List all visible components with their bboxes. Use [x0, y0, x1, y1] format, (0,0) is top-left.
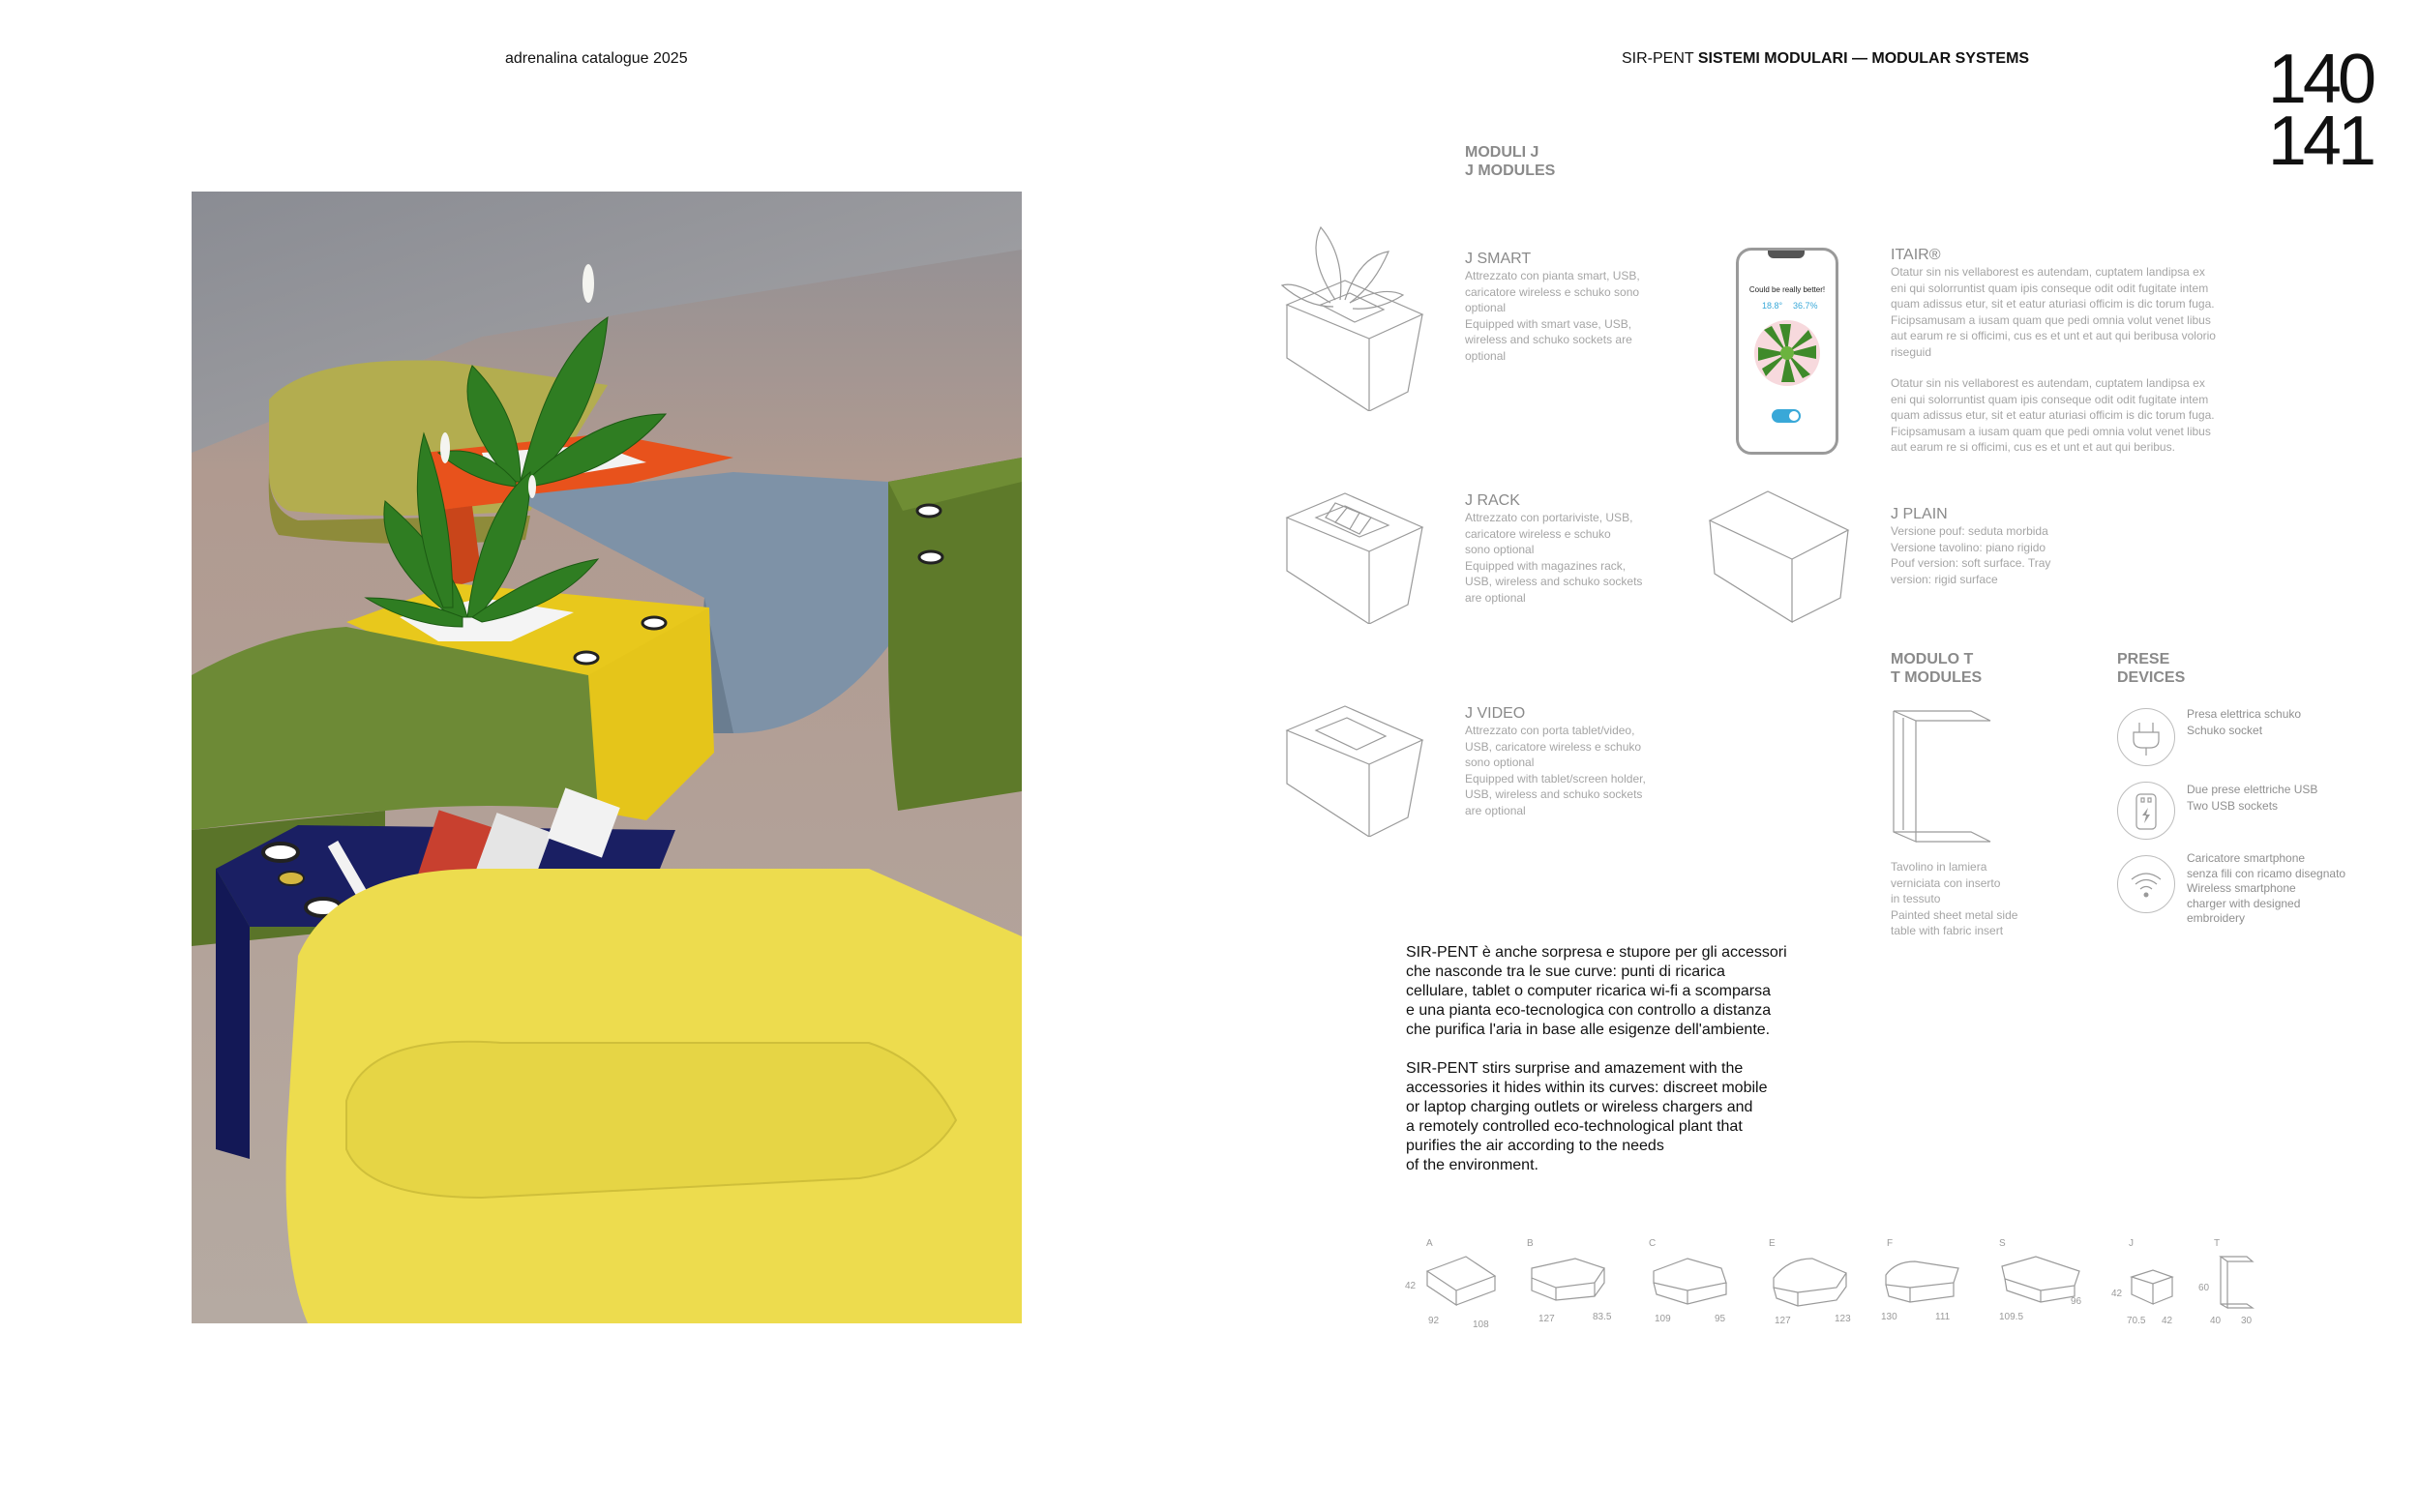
section-header-bold: SISTEMI MODULARI — MODULAR SYSTEMS — [1697, 50, 2030, 67]
dimension-item-c — [1643, 1238, 1749, 1335]
itair-para1-line: riseguid — [1891, 344, 1932, 359]
section-title-it: MODULI J — [1465, 144, 1539, 161]
body-en-line: accessories it hides within its curves: discreet mobile — [1406, 1080, 1768, 1096]
itair-para2-line: Ficipsamusam a iusam quam que pedi omnia volut venet libus — [1891, 424, 2211, 438]
dimension-item-a — [1403, 1238, 1509, 1335]
j-video-line: USB, wireless and schuko sockets — [1465, 787, 1643, 801]
itair-para2-line: quam adissus etur, sit et eatur aturiasi officim is dic torum fuga. — [1891, 408, 2215, 422]
modulo-t-title-it: MODULO T — [1891, 651, 1974, 667]
dim-value: 70.5 — [2127, 1316, 2146, 1326]
j-plain-title: J PLAIN — [1891, 506, 1948, 522]
page-number-right: 141 — [2267, 103, 2373, 180]
prese-item-usb — [2187, 782, 2317, 814]
j-plain-line: Versione pouf: seduta morbida — [1891, 524, 2048, 538]
dimension-item-f — [1881, 1238, 1987, 1335]
dim-shape — [1881, 1254, 1968, 1312]
j-plain-block — [1891, 505, 2050, 587]
prese-line: senza fili con ricamo disegnato — [2187, 866, 2346, 880]
itair-block — [1891, 246, 2216, 456]
prese-title-it: PRESE — [2117, 651, 2170, 667]
j-smart-line: Equipped with smart vase, USB, — [1465, 316, 1632, 331]
prese-title-en: DEVICES — [2117, 669, 2186, 686]
dim-letter: F — [1887, 1238, 1894, 1249]
modulo-t-drawing — [1889, 706, 1995, 856]
body-it-line: e una pianta eco-tecnologica con controllo a distanza — [1406, 1002, 1772, 1019]
dim-letter: B — [1527, 1238, 1534, 1249]
itair-para1-line: Otatur sin nis vellaborest es autendam, cuptatem landipsa ex — [1891, 265, 2205, 279]
prese-line: Two USB sockets — [2187, 798, 2279, 813]
dimension-item-b — [1521, 1238, 1628, 1335]
body-en-line: a remotely controlled eco-technological plant that — [1406, 1118, 1743, 1135]
dim-value: 42 — [2162, 1316, 2173, 1326]
prese-line: Schuko socket — [2187, 723, 2263, 737]
usb-icon — [2117, 782, 2175, 840]
dim-value: 42 — [2111, 1289, 2123, 1299]
page-numbers — [2218, 41, 2373, 180]
j-rack-drawing — [1277, 489, 1432, 629]
itair-para1-line: aut earum re si officimi, cus es et unt et aut qui beribusa volorio — [1891, 329, 2216, 342]
dim-shape — [1769, 1254, 1856, 1312]
dim-value: 96 — [2071, 1296, 2082, 1307]
dim-value: 40 — [2210, 1316, 2222, 1326]
j-video-line: sono optional — [1465, 756, 1535, 769]
dimension-item-t — [2195, 1238, 2282, 1335]
j-plain-drawing — [1705, 487, 1860, 632]
j-video-line: Equipped with tablet/screen holder, — [1465, 771, 1646, 786]
page-number-left: 140 — [2267, 41, 2373, 118]
section-header — [1622, 50, 2029, 68]
j-rack-block — [1465, 491, 1642, 606]
catalogue-title: adrenalina catalogue 2025 — [505, 50, 688, 67]
body-it-line: cellulare, tablet o computer ricarica wi-fi a scomparsa — [1406, 983, 1772, 999]
body-it-line: che purifica l'aria in base alle esigenze dell'ambiente. — [1406, 1022, 1771, 1038]
itair-para2-line: aut earum re si officimi, cus es et unt et aut qui beribus. — [1891, 440, 2175, 454]
body-it-line: SIR-PENT è anche sorpresa e stupore per gli accessori — [1406, 944, 1787, 961]
j-smart-line: Attrezzato con pianta smart, USB, — [1465, 269, 1640, 282]
dim-letter: C — [1649, 1238, 1657, 1249]
section-title-en: J MODULES — [1465, 163, 1556, 179]
modulo-t-title — [1891, 650, 1982, 687]
phone-notch — [1768, 251, 1805, 258]
body-it-line: che nasconde tra le sue curve: punti di ricarica — [1406, 964, 1725, 980]
dim-shape — [1649, 1254, 1736, 1312]
dim-value: 109 — [1655, 1314, 1671, 1324]
itair-title: ITAIR® — [1891, 247, 1941, 263]
prese-line: Wireless smartphone — [2187, 881, 2296, 895]
section-title — [1465, 143, 1555, 180]
dim-shape — [2218, 1254, 2256, 1312]
dim-letter: A — [1426, 1238, 1433, 1249]
prese-line: Caricatore smartphone — [2187, 851, 2306, 865]
modulo-t-line: Painted sheet metal side — [1891, 907, 2018, 922]
dim-value: 109.5 — [1999, 1312, 2024, 1322]
dim-value: 42 — [1405, 1281, 1417, 1291]
section-header-prefix: SIR-PENT — [1622, 50, 1694, 67]
phone-value-1: 18.8° — [1762, 301, 1783, 311]
itair-para1-line: Ficipsamusam a iusam quam que pedi omnia volut venet libus — [1891, 312, 2211, 327]
modulo-t-line: verniciata con inserto — [1891, 875, 2001, 890]
prese-title — [2117, 650, 2185, 687]
j-video-line: are optional — [1465, 803, 1526, 817]
prese-line: embroidery — [2187, 911, 2246, 925]
dim-value: 127 — [1538, 1314, 1555, 1324]
j-smart-drawing — [1277, 218, 1432, 416]
dim-value: 30 — [2241, 1316, 2253, 1326]
modulo-t-line: Tavolino in lamiera — [1891, 860, 1987, 874]
j-rack-line: sono optional — [1465, 543, 1535, 556]
dimension-item-j — [2109, 1238, 2206, 1335]
phone-value-2: 36.7% — [1793, 301, 1818, 311]
phone-heading: Could be really better! — [1748, 285, 1826, 294]
dim-value: 108 — [1473, 1319, 1489, 1330]
j-plain-line: version: rigid surface — [1891, 572, 1998, 586]
body-text-en — [1406, 1059, 1767, 1175]
j-rack-line: caricatore wireless e schuko — [1465, 526, 1611, 541]
j-video-title: J VIDEO — [1465, 705, 1526, 722]
j-smart-block — [1465, 250, 1640, 364]
itair-para2-line: eni qui solorruntist quam ipis conseque odit odit fugitate intem — [1891, 392, 2209, 406]
dim-letter: S — [1999, 1238, 2006, 1249]
j-rack-line: are optional — [1465, 590, 1526, 605]
dim-shape — [2129, 1267, 2177, 1310]
product-photo — [192, 192, 1022, 1323]
j-smart-line: wireless and schuko sockets are — [1465, 333, 1632, 346]
phone-toggle — [1772, 409, 1801, 423]
j-smart-title: J SMART — [1465, 251, 1532, 267]
j-rack-line: Attrezzato con portariviste, USB, — [1465, 511, 1633, 524]
dim-value: 60 — [2198, 1283, 2210, 1293]
schuko-plug-icon — [2117, 708, 2175, 766]
modulo-t-text — [1891, 859, 2017, 939]
dim-letter: T — [2214, 1238, 2221, 1249]
dim-value: 111 — [1935, 1312, 1951, 1322]
dim-value: 127 — [1775, 1316, 1791, 1326]
dim-value: 130 — [1881, 1312, 1897, 1322]
dimension-item-s — [1993, 1238, 2109, 1335]
j-plain-line: Versione tavolino: piano rigido — [1891, 540, 2046, 554]
j-rack-title: J RACK — [1465, 492, 1520, 509]
wifi-icon — [2117, 855, 2175, 913]
dimension-item-e — [1763, 1238, 1869, 1335]
dim-value: 95 — [1715, 1314, 1726, 1324]
dim-value: 92 — [1428, 1316, 1440, 1326]
dim-value: 123 — [1835, 1314, 1851, 1324]
phone-plant-image — [1750, 316, 1824, 390]
itair-phone — [1736, 248, 1838, 455]
prese-line: charger with designed — [2187, 896, 2301, 910]
modulo-t-line: in tessuto — [1891, 892, 1941, 905]
body-en-line: of the environment. — [1406, 1157, 1538, 1173]
modulo-t-line: table with fabric insert — [1891, 924, 2004, 937]
j-video-line: Attrezzato con porta tablet/video, — [1465, 724, 1635, 737]
itair-para1-line: eni qui solorruntist quam ipis conseque odit odit fugitate intem — [1891, 281, 2209, 295]
prese-line: Presa elettrica schuko — [2187, 707, 2302, 721]
prese-line: Due prese elettriche USB — [2187, 783, 2318, 796]
j-video-block — [1465, 704, 1646, 818]
body-en-line: or laptop charging outlets or wireless chargers and — [1406, 1099, 1753, 1115]
j-rack-line: USB, wireless and schuko sockets — [1465, 575, 1643, 588]
j-smart-line: optional — [1465, 348, 1507, 363]
j-video-line: USB, caricatore wireless e schuko — [1465, 739, 1642, 754]
body-text-it — [1406, 943, 1787, 1040]
body-en-line: purifies the air according to the needs — [1406, 1138, 1664, 1154]
j-plain-line: Pouf version: soft surface. Tray — [1891, 556, 2051, 570]
dim-letter: J — [2129, 1238, 2134, 1249]
body-en-line: SIR-PENT stirs surprise and amazement with the — [1406, 1060, 1744, 1077]
prese-item-schuko — [2187, 706, 2301, 738]
dim-letter: E — [1769, 1238, 1776, 1249]
j-smart-line: caricatore wireless e schuko sono — [1465, 284, 1640, 299]
j-smart-line: optional — [1465, 301, 1507, 314]
prese-item-wireless — [2187, 851, 2345, 927]
modulo-t-title-en: T MODULES — [1891, 669, 1983, 686]
itair-para2-line: Otatur sin nis vellaborest es autendam, cuptatem landipsa ex — [1891, 376, 2205, 390]
j-rack-line: Equipped with magazines rack, — [1465, 558, 1627, 573]
j-video-drawing — [1277, 701, 1432, 842]
dim-shape — [1422, 1252, 1500, 1310]
dim-shape — [1527, 1254, 1614, 1312]
dim-value: 83.5 — [1593, 1312, 1612, 1322]
itair-para1-line: quam adissus etur, sit et eatur aturiasi officim is dic torum fuga. — [1891, 297, 2215, 311]
